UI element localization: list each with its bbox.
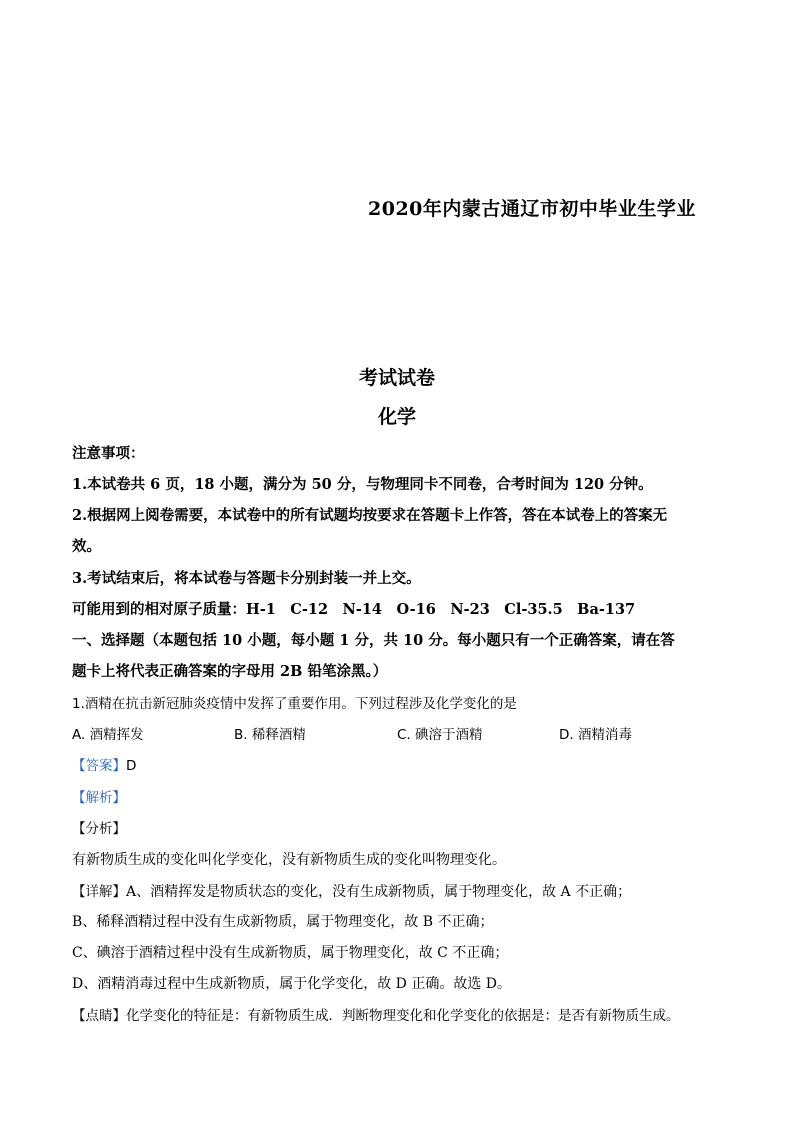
detail-tag: 【详解】	[72, 884, 126, 900]
subject-title: 化学	[377, 406, 416, 428]
analysis-tag: 【解析】	[72, 790, 126, 806]
answer-tag: 【答案】	[72, 758, 126, 774]
detail-a-text: A、酒精挥发是物质状态的变化，没有生成新物质，属于物理变化，故 A 不正确；	[126, 884, 632, 900]
document-title: 2020年内蒙古通辽市初中毕业生学业	[368, 198, 696, 220]
detail-line-a	[72, 880, 631, 901]
option-b: B. 稀释酒精	[234, 727, 306, 743]
document-subtitle: 考试试卷	[358, 367, 435, 389]
answer-line	[72, 754, 136, 774]
fenxi-tag: 【分析】	[72, 821, 126, 837]
notes-heading: 注意事项：	[72, 445, 145, 462]
notes-item-2-line-1: 2.根据网上阅卷需要，本试卷中的所有试题均按要求在答题卡上作答，答在本试卷上的答案无	[72, 507, 668, 524]
notes-item-1: 1.本试卷共 6 页，18 小题，满分为 50 分，与物理同卡不同卷，合考时间为 120 分钟。	[72, 476, 653, 493]
notes-item-2-line-2: 效。	[72, 538, 101, 555]
answer-value: D	[126, 758, 137, 774]
detail-line-d: D、酒精消毒过程中生成新物质，属于化学变化，故 D 正确。故选 D。	[72, 976, 512, 992]
section-heading-line-1: 一、选择题（本题包括 10 小题，每小题 1 分，共 10 分。每小题只有一个正确答案，请在答	[72, 632, 675, 649]
section-heading-line-2: 题卡上将代表正确答案的字母用 2B 铅笔涂黑。）	[72, 663, 388, 680]
detail-line-c: C、碘溶于酒精过程中没有生成新物质，属于物理变化，故 C 不正确；	[72, 945, 509, 961]
option-d: D. 酒精消毒	[559, 727, 632, 743]
detail-line-b: B、稀释酒精过程中没有生成新物质，属于物理变化，故 B 不正确；	[72, 914, 494, 930]
option-a: A. 酒精挥发	[72, 727, 144, 743]
fenxi-text: 有新物质生成的变化叫化学变化，没有新物质生成的变化叫物理变化。	[72, 852, 506, 868]
point-tag: 【点睛】	[72, 1008, 126, 1024]
atomic-masses: 可能用到的相对原子质量：H-1 C-12 N-14 O-16 N-23 Cl-35.5 Ba-137	[72, 601, 636, 618]
question-stem: 1.酒精在抗击新冠肺炎疫情中发挥了重要作用。下列过程涉及化学变化的是	[72, 696, 517, 712]
notes-item-3: 3.考试结束后，将本试卷与答题卡分别封装一并上交。	[72, 570, 421, 587]
point-text: 化学变化的特征是：有新物质生成．判断物理变化和化学变化的依据是：是否有新物质生成。	[126, 1008, 680, 1024]
option-c: C. 碘溶于酒精	[397, 727, 483, 743]
point-line	[72, 1004, 680, 1024]
